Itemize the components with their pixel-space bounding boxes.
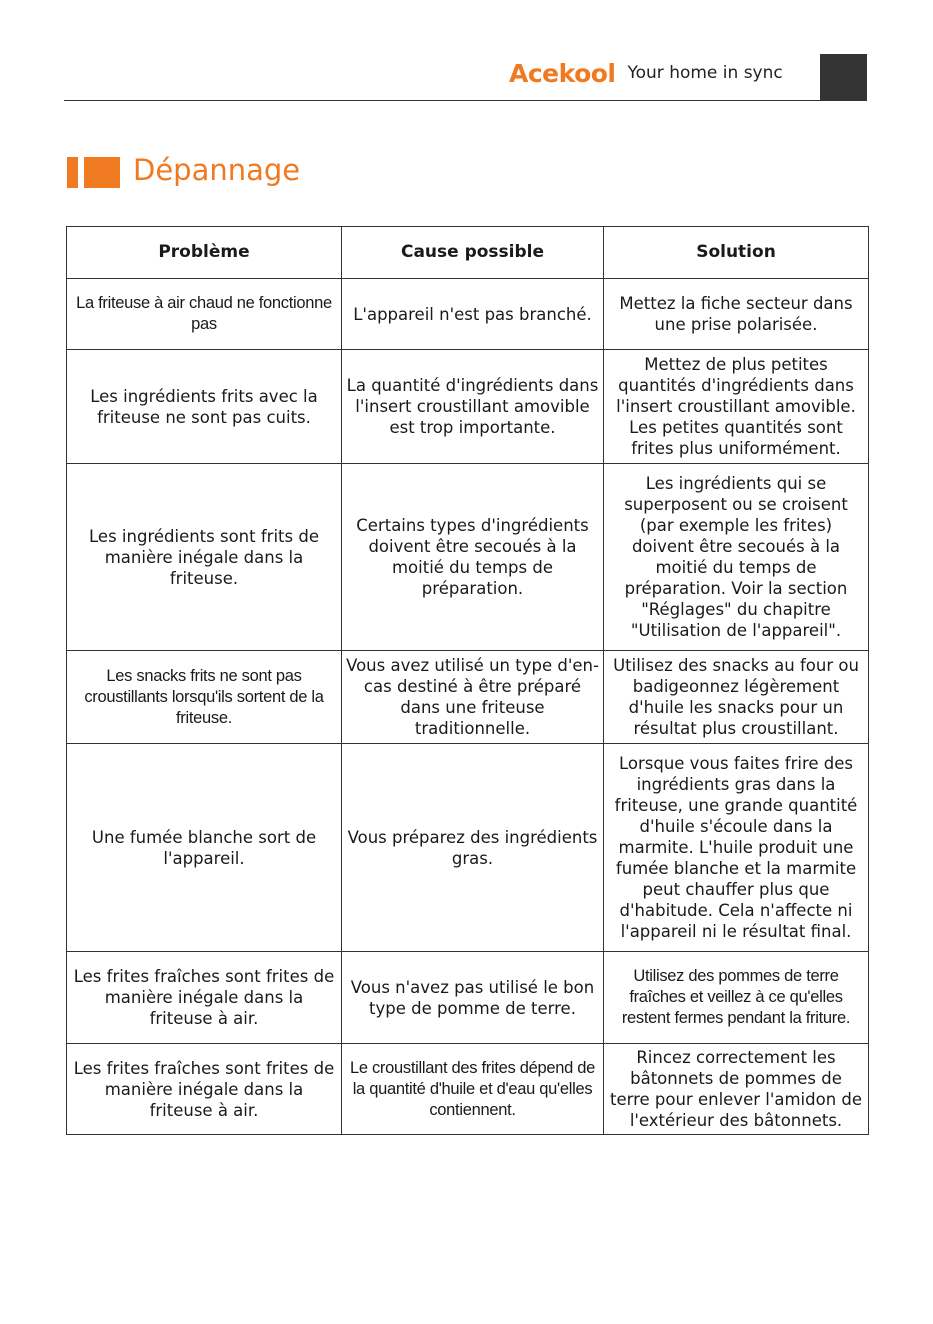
header-solution: Solution (604, 227, 869, 279)
cell-problem: Les ingrédients frits avec la friteuse ne sont pas cuits. (67, 350, 342, 464)
cell-cause: Vous n'avez pas utilisé le bon type de pomme de terre. (342, 952, 604, 1044)
cell-problem: Une fumée blanche sort de l'appareil. (67, 744, 342, 952)
cell-cause: Vous préparez des ingrédients gras. (342, 744, 604, 952)
cell-solution: Rincez correctement les bâtonnets de pommes de terre pour enlever l'amidon de l'extérieur des bâtonnets. (604, 1044, 869, 1135)
cell-problem: Les frites fraîches sont frites de manière inégale dans la friteuse à air. (67, 952, 342, 1044)
cell-cause: L'appareil n'est pas branché. (342, 279, 604, 350)
page-title: Dépannage (133, 153, 301, 187)
page-corner-block (820, 54, 867, 101)
table-row (67, 1044, 869, 1135)
table-row (67, 651, 869, 744)
title-accent-large (84, 157, 120, 188)
cell-solution: Les ingrédients qui se superposent ou se croisent (par exemple les frites) doivent être secoués à la moitié du temps de préparation. Voir la section "Réglages" du chapitre "Utilisation de l'appareil". (604, 464, 869, 651)
header-problem: Problème (67, 227, 342, 279)
brand (509, 58, 783, 88)
cell-cause: Vous avez utilisé un type d'en-cas destiné à être préparé dans une friteuse traditionnelle. (342, 651, 604, 744)
header-cause: Cause possible (342, 227, 604, 279)
cell-cause: Le croustillant des frites dépend de la quantité d'huile et d'eau qu'elles contiennent. (342, 1044, 604, 1135)
cell-problem: Les ingrédients sont frits de manière inégale dans la friteuse. (67, 464, 342, 651)
table-row (67, 744, 869, 952)
table-row (67, 350, 869, 464)
cell-solution: Mettez de plus petites quantités d'ingrédients dans l'insert croustillant amovible. Les petites quantités sont frites plus uniformément. (604, 350, 869, 464)
header-divider (64, 100, 867, 101)
cell-solution: Lorsque vous faites frire des ingrédients gras dans la friteuse, une grande quantité d'huile s'écoule dans la marmite. L'huile produit une fumée blanche et la marmite peut chauffer plus que d'habitude. Cela n'affecte ni l'appareil ni le résultat final. (604, 744, 869, 952)
table-row (67, 464, 869, 651)
title-accent-small (67, 157, 78, 188)
table-row (67, 952, 869, 1044)
cell-problem: Les frites fraîches sont frites de manière inégale dans la friteuse à air. (67, 1044, 342, 1135)
table-row (67, 279, 869, 350)
table-header-row (67, 227, 869, 279)
cell-cause: La quantité d'ingrédients dans l'insert croustillant amovible est trop importante. (342, 350, 604, 464)
cell-cause: Certains types d'ingrédients doivent être secoués à la moitié du temps de préparation. (342, 464, 604, 651)
cell-solution: Utilisez des pommes de terre fraîches et veillez à ce qu'elles restent fermes pendant la friture. (604, 952, 869, 1044)
cell-problem: Les snacks frits ne sont pas croustillants lorsqu'ils sortent de la friteuse. (67, 651, 342, 744)
brand-tagline: Your home in sync (627, 63, 783, 83)
brand-logo: Acekool (509, 58, 616, 88)
cell-solution: Mettez la fiche secteur dans une prise polarisée. (604, 279, 869, 350)
cell-solution: Utilisez des snacks au four ou badigeonnez légèrement d'huile les snacks pour un résultat plus croustillant. (604, 651, 869, 744)
cell-problem: La friteuse à air chaud ne fonctionne pas (67, 279, 342, 350)
troubleshooting-table (66, 226, 869, 1135)
